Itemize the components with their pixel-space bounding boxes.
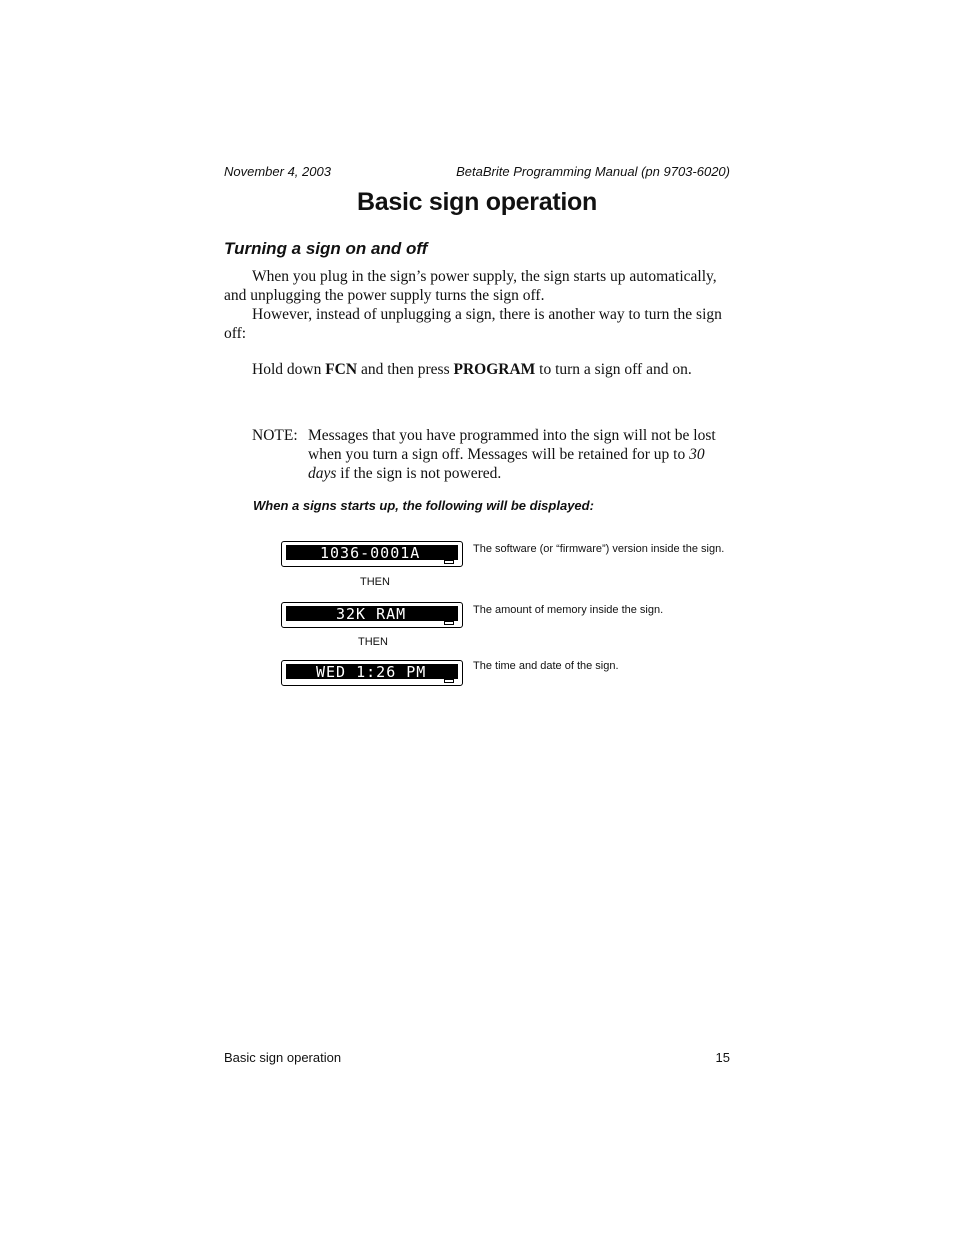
section-heading: Turning a sign on and off: [224, 239, 428, 258]
note-body: [308, 426, 728, 483]
then-label: THEN: [360, 576, 390, 588]
text-hold-down: Hold down: [252, 361, 326, 378]
text-turn-off-on: to turn a sign off and on.: [535, 361, 692, 378]
sign-indicator-icon: [444, 679, 454, 683]
note-text-end: if the sign is not powered.: [336, 465, 502, 482]
sign-display-firmware: [281, 541, 463, 567]
sign-display-time: [281, 660, 463, 686]
sign-indicator-icon: [444, 560, 454, 564]
footer-section: Basic sign operation: [224, 1050, 342, 1065]
sign-screen-text: 32K RAM: [286, 606, 458, 621]
sign-display-memory: [281, 602, 463, 628]
page-title: Basic sign operation: [357, 188, 597, 216]
header-manual-title: BetaBrite Programming Manual (pn 9703-6020): [456, 164, 730, 179]
key-fcn: FCN: [325, 361, 358, 378]
caption-time: The time and date of the sign.: [473, 660, 619, 672]
key-program: PROGRAM: [453, 361, 536, 378]
caption-firmware: The software (or “firmware”) version inside the sign.: [473, 543, 725, 555]
paragraph-another-way: However, instead of unplugging a sign, there is another way to turn the sign off:: [224, 306, 722, 342]
header-date: November 4, 2003: [224, 164, 331, 179]
caption-memory: The amount of memory inside the sign.: [473, 604, 664, 616]
note-label: NOTE:: [252, 427, 298, 444]
note-text: Messages that you have programmed into the sign will not be lost when you turn a sign off. Messages will be retained for up to: [308, 427, 716, 463]
sign-indicator-icon: [444, 621, 454, 625]
text-and-then-press: and then press: [357, 361, 454, 378]
sign-screen-text: WED 1:26 PM: [286, 664, 458, 679]
paragraph-fcn-program: [224, 360, 734, 379]
sign-screen-text: 1036-0001A: [286, 545, 458, 560]
paragraph-power-supply: When you plug in the sign’s power supply, the sign starts up automatically, and unplugging the power supply turns the sign off.: [224, 268, 717, 304]
then-label: THEN: [358, 636, 388, 648]
footer-page-number: 15: [715, 1050, 730, 1065]
note-emphasis: 30 days: [308, 446, 705, 482]
display-subheading: When a signs starts up, the following will be displayed:: [253, 498, 594, 513]
